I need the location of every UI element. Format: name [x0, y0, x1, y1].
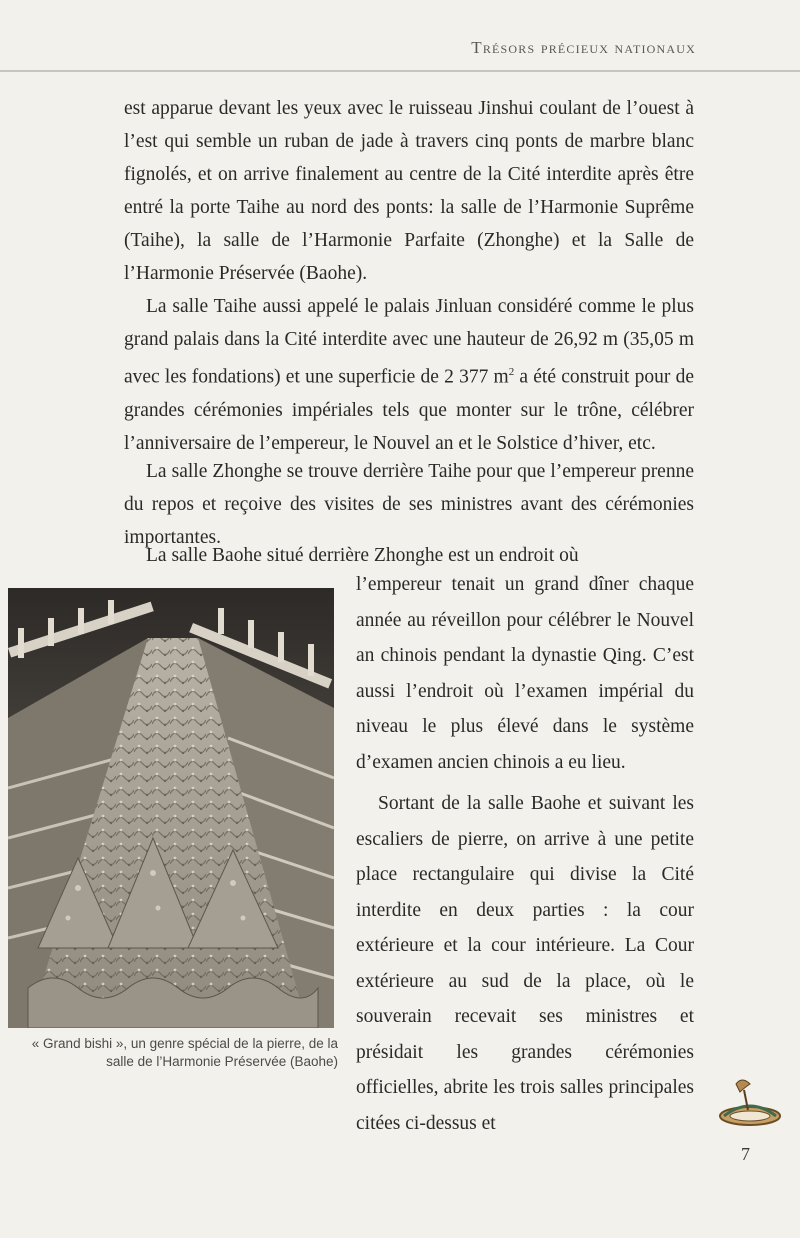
paragraph-2-part-a: La salle Taihe aussi appelé le palais Jinluan considéré comme le plus grand palais dans la Cité interdite avec une hauteur de 26,92 m (35,05 m avec les fondations) et une superficie de 2 377 m — [124, 296, 694, 388]
figure-photo-carved-stone — [8, 588, 334, 1028]
ornament-icon — [714, 1066, 786, 1136]
page-number: 7 — [741, 1144, 750, 1164]
paragraph-5-text: Sortant de la salle Baohe et suivant les escaliers de pierre, on arrive à une petite place rectangulaire qui divise la Cité interdite en deux parties : la cour extérieure et la cour intérieure. La Cour extérieure au sud de la place, où le souverain recevait ses ministres et présidait les grandes cérémonies officielles, abrite les trois salles principales citées ci-dessus et — [356, 793, 694, 1134]
paragraph-2 — [124, 290, 694, 460]
paragraph-4-continued — [356, 567, 694, 780]
paragraph-1 — [124, 92, 694, 290]
paragraph-1-text: est apparue devant les yeux avec le ruisseau Jinshui coulant de l’ouest à l’est qui semble un ruban de jade à travers cinq ponts de marbre blanc fignolés, et on arrive finalement au centre de la Cité interdite après être entré la porte Taihe au nord des ponts: la salle de l’Harmonie Suprême (Taihe), la salle de l’Harmonie Parfaite (Zhonghe) et la Salle de l’Harmonie Préservée (Baohe). — [124, 98, 694, 284]
running-title: Trésors précieux nationaux — [471, 38, 696, 57]
paragraph-2-part-b: a été construit pour de grandes cérémonies impériales tels que monter sur le trône, célébrer l’anniversaire de l’empereur, le Nouvel an et le Solstice d’hiver, etc. — [124, 366, 694, 454]
paragraph-4-text: l’empereur tenait un grand dîner chaque année au réveillon pour célébrer le Nouvel an chinois pendant la dynastie Qing. C’est aussi l’endroit où l’examen impérial du niveau le plus élevé dans le système d’examen ancien chinois a eu lieu. — [356, 574, 694, 773]
paragraph-5 — [356, 786, 694, 1141]
paragraph-3-text: La salle Zhonghe se trouve derrière Taihe pour que l’empereur prenne du repos et reçoive des visites de ses ministres avant des cérémonies importantes. — [124, 461, 694, 548]
figure-caption: « Grand bishi », un genre spécial de la pierre, de la salle de l’Harmonie Préservée (Baohe) — [31, 1036, 338, 1069]
paragraph-2-text — [124, 290, 694, 460]
paragraph-4-line: La salle Baohe situé derrière Zhonghe est un endroit où — [146, 545, 579, 566]
superscript-2: 2 — [508, 366, 515, 378]
carved-stone-ramp-illustration — [8, 588, 334, 1028]
header-rule — [0, 70, 800, 72]
